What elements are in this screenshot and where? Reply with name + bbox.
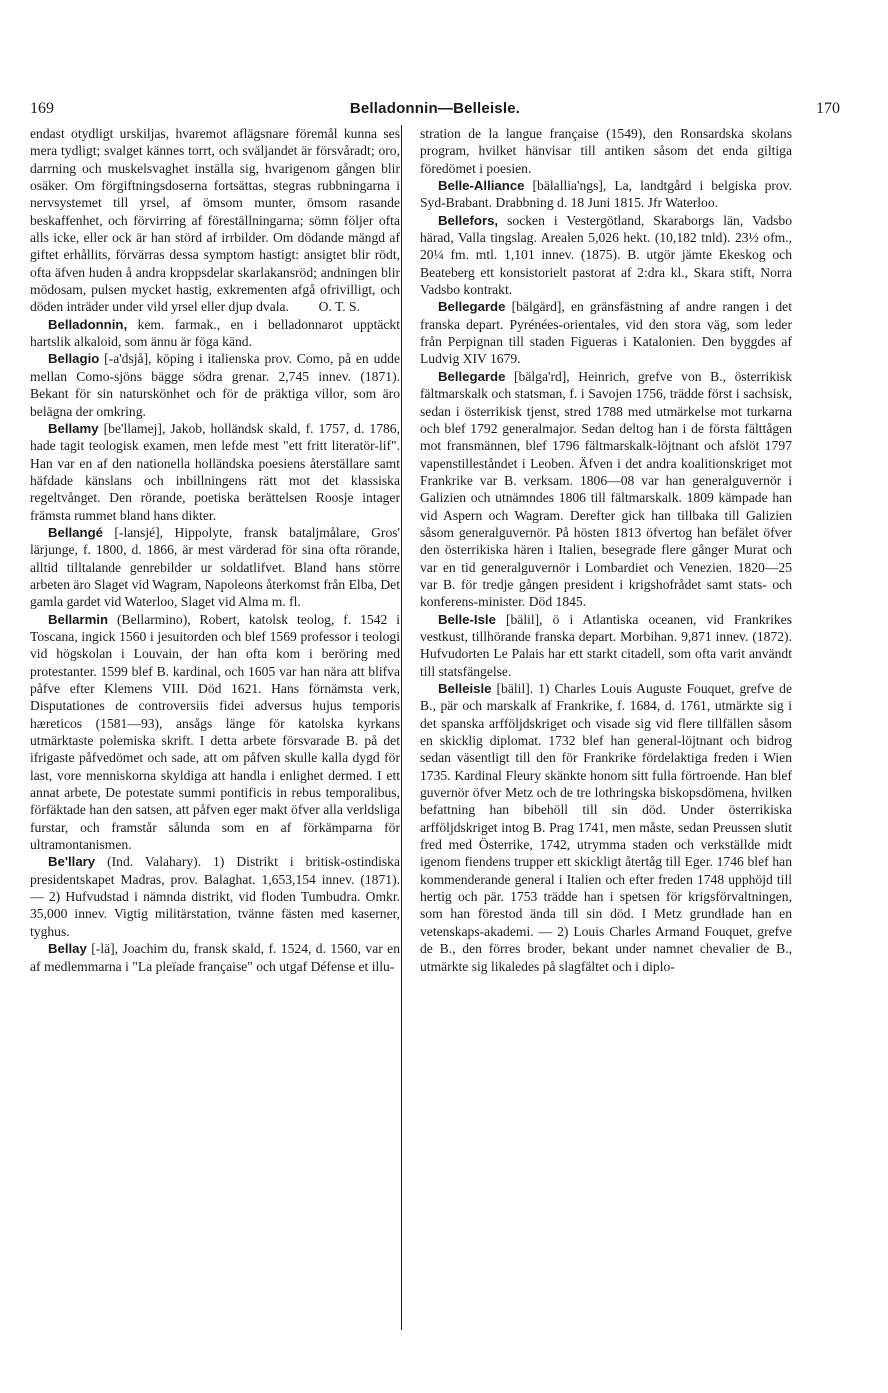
entry-body: [bälil], ö i Atlantiska oceanen, vid Frankrikes vestkust, tillhörande franska depart. Morbihan. 9,871 innev. (1872). Hufvudorten Le Palais har ett starkt citadell, som ofta varit användt till statsfängelse. — [420, 611, 792, 679]
entry-body: (Bellarmino), Robert, katolsk teolog, f. 1542 i Toscana, ingick 1560 i jesuitorden och blef 1569 professor i teologi vid högskolan i Louvain, der han ofta kom i beröring med protestanter. 1599 blef B. kardinal, och 1605 var han nära att blifva påfve efter Klemens VIII. Död 1621. Hans förnämsta verk, Disputationes de controversiis fidei adversus hujus temporis hæreticos (1581—93), ansågs länge för katolska kyrkans utmärktaste polemiska skrift. I detta arbete försvarade B. på det ifrigaste påfvedömet och sade, att om påfven skulle kalla dygd för last, vore menniskorna skyldiga att handla i enlighet dermed. I ett annat arbete, De potestate summi pontificis in rebus temporalibus, förfäktade han den satsen, att påfven eger makt öfver alla verldsliga furstar, och framstår sålunda som en af förkämparna för ultramontanismen. — [30, 611, 400, 853]
entry-body: [bälgärd], en gränsfästning af andre rangen i det franska depart. Pyrénées-orientales, vid den stora väg, som leder från Perpignan till staden Figueras i Katalonien. Den byggdes af Ludvig XIV 1679. — [420, 299, 792, 367]
page-number-left: 169 — [30, 100, 54, 117]
entry-belle-alliance — [420, 177, 792, 212]
headword: Bellagio — [48, 351, 100, 367]
entry-body: [bälil]. 1) Charles Louis Auguste Fouquet, grefve de B., pär och marskalk af Frankrike, f. 1684, d. 1761, utmärkte sig i det spanska arfföljdskriget och visade sig vid flere tillfällen såsom en skicklig diplomat. 1732 blef han general-löjtnant och bidrog sedan väsentligt till den för Frankrike fördelaktiga freden i Wien 1735. Kardinal Fleury skänkte honom sitt fulla förtroende. Han blef guvernör öfver Metz och de tre lothringska biskopsdömena, hvilken befattning han bibehöll till sin död. Under österrikiska arfföljdskriget intog B. Prag 1741, men måste, sedan Preussen slutit fred med Österrike, 1742, utrymma staden och verkställde midt igenom fiendens trupper ett skickligt återtåg till Eger. 1746 blef han kommenderande general i Italien och efter freden 1748 upphöjd till hertig och pär. 1753 trädde han i spetsen för krigsförvaltningen, som han förestod ända till sin död. I Metz grundlade han en vetenskaps-akademi. — 2) Louis Charles Armand Fouquet, grefve de B., den förres broder, bekant under namnet chevalier de B., utmärkte sig likaledes på slagfältet och i diplo- — [420, 681, 792, 974]
entry-belle-isle — [420, 611, 792, 680]
headword: Be'llary — [48, 854, 96, 870]
entry-bellefors — [420, 212, 792, 299]
entry-bellary — [30, 853, 400, 940]
headword: Bellegarde — [438, 299, 506, 315]
headword: Bellegarde — [438, 368, 506, 384]
entry-body: [-a'dsjå], köping i italienska prov. Como, på en udde mellan Como-sjöns bägge södra grenar. 2,745 innev. (1871). Bekant för sin naturskönhet och för de präktiga villor, som äro belägna der omkring. — [30, 351, 400, 419]
running-title: Belladonnin—Belleisle. — [349, 100, 521, 117]
entry-body: (Ind. Valahary). 1) Distrikt i britisk-ostindiska presidentskapet Madras, prov. Balaghat. 1,653,154 innev. (1871). — 2) Hufvudstad i nämnda distrikt, vid floden Tumbudra. Omkr. 35,000 innev. Vigtig militärstation, tvänne fästen med kaserner, tyghus. — [30, 854, 400, 939]
headword: Bellamy — [48, 420, 99, 436]
headword: Bellangé — [48, 524, 103, 540]
author-signature: O. T. S. — [318, 299, 360, 315]
entry-body: [bälallia'ngs], La, landtgård i belgiska prov. Syd-Brabant. Drabbning d. 18 Juni 1815. Jfr Waterloo. — [420, 178, 792, 211]
entry-bellegarde-fortress — [420, 298, 792, 367]
headword: Bellarmin — [48, 611, 109, 627]
entry-body: [be'llamej], Jakob, holländsk skald, f. 1757, d. 1786, hade tagit teologisk examen, men lefde mest "ett fritt literatör-lif". Han var en af den nationella holländska poesiens återställare samt häfdade känslans och inbillningens rätt mot det klassiska regeltvånget. Den rörande, poetiska berättelsen Roosje intager främsta rummet bland hans dikter. — [30, 420, 400, 523]
entry-body: [-lä], Joachim du, fransk skald, f. 1524, d. 1560, var en af medlemmarna i "La pleïade française" och utgaf Défense et illu- — [30, 941, 400, 974]
continued-paragraph: endast otydligt urskiljas, hvaremot aflägsnare föremål kunna ses mera tydligt; svalget kännes torrt, och sväljandet är försvåradt; oro, darrning och muskelsvaghet inställa sig, hvarigenom gången blir osäker. Om förgiftningsdoserna fortsättas, stegras rubbningarna i nervsystemet till yrsel, af ömsom munter, ömsom rasande beskaffenhet, och förvirring af föreställningarna; sömn följer ofta alls icke, eller ock är han störd af irrbilder. Om dödande mängd af giftet erhållits, förvärras dessa symptom hastigt: ansigtet blir rödt, ofta äfven huden å andra kroppsdelar skarlakansröd; andningen blir mödosam, pulsen mycket hastig, exkrementen afgå ofrivilligt, och döden inträder under vild yrsel eller djup dvala. — [30, 126, 400, 315]
left-column — [30, 125, 400, 975]
headword: Belleisle — [438, 681, 492, 696]
running-header — [30, 100, 840, 122]
entry-body: kem. farmak., en i belladonnarot upptäckt hartslik alkaloid, som ännu är föga känd. — [30, 316, 400, 350]
entry-belladonnin — [30, 316, 400, 351]
entry-bellamy — [30, 420, 400, 524]
entry-bellay — [30, 940, 400, 975]
entry-body: socken i Vestergötland, Skaraborgs län, Vadsbo härad, Valla tingslag. Arealen 5,026 hekt. (10,182 tnld). 23½ ofm., 20¼ fm. mtl. 1,101 innev. (1875). B. utgör jämte Ekeskog och Beateberg ett konsistorielt pastorat af 2:dra kl., Skara stift, Norra Vadsbo kontrakt. — [420, 212, 792, 298]
continued-paragraph: stration de la langue française (1549), den Ronsardska skolans program, hvilket hänvisar till antiken såsom det enda giltiga föredömet i poesien. — [420, 126, 792, 176]
headword: Belle-Isle — [438, 611, 496, 627]
entry-bellarmin — [30, 611, 400, 854]
entry-bellange — [30, 524, 400, 611]
entry-bellagio — [30, 350, 400, 419]
column-divider — [401, 125, 402, 1330]
entry-belleisle — [420, 680, 792, 975]
entry-body: [-lansjé], Hippolyte, fransk bataljmålare, Gros' lärjunge, f. 1800, d. 1866, är mest värderad för sina ofta rörande, alltid tilltalande genrebilder ur soldatlifvet. Bland hans större arbeten äro Slaget vid Wagram, Napoleons återkomst från Elba, Det gamla gardet vid Waterloo, Slaget vid Alma m. fl. — [30, 524, 400, 610]
entry-bellegarde-heinrich — [420, 368, 792, 611]
headword: Bellefors, — [438, 212, 499, 228]
page-number-right: 170 — [816, 100, 840, 117]
entry-body: [bälga'rd], Heinrich, grefve von B., österrikisk fältmarskalk och statsman, f. i Savojen 1756, trädde först i sachsisk, sedan i österrikisk tjenst, stred 1788 med utmärkelse mot turkarna och blef 1792 generalmajor. Sedan deltog han i de första fälttågen mot fransmännen, blef 1796 fältmarskalk-löjtnant och afslöt 1797 vapenstilleståndet i Leoben. Äfven i det andra koalitionskriget mot Frankrike var B. verksam. 1806—08 var han generalguvernör i Galizien och utnämndes 1806 till fältmarskalk. 1809 kämpade han vid Aspern och Wagram. Derefter gick han tillbaka till Galizien såsom generalguvernör. På hösten 1813 öfvertog han befälet öfver den österrikiska hären i Italien, besegrade flere gånger Murat och var en tid generalguvernör i Lombardiet och Venezien. 1820—25 var B. för tredje gången president i krigshofrådet samt stats- och konferens-minister. Död 1845. — [420, 368, 792, 610]
headword: Belladonnin, — [48, 316, 128, 332]
headword: Bellay — [48, 941, 87, 957]
headword: Belle-Alliance — [438, 178, 525, 194]
right-column — [420, 125, 792, 975]
